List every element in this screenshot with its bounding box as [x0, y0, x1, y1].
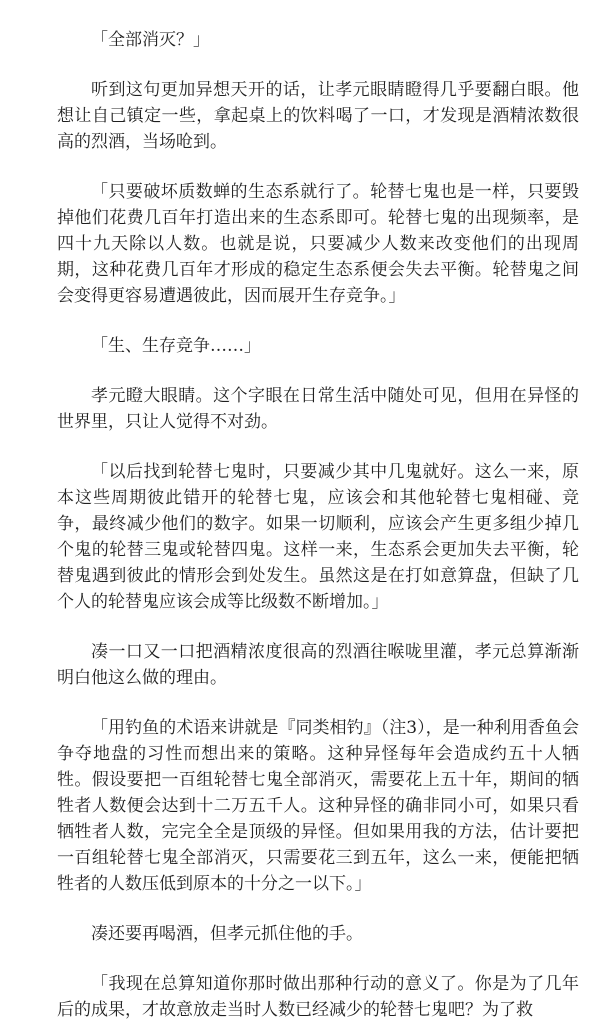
- paragraph: 「以后找到轮替七鬼时，只要减少其中几鬼就好。这么一来，原本这些周期彼此错开的轮替七鬼，应该会和其他轮替七鬼相碰、竞争，最终减少他们的数字。如果一切顺利，应该会产生更多组少掉几个鬼的轮替三鬼或轮替四鬼。这样一来，生态系会更加失去平衡，轮替鬼遇到彼此的情形会到处发生。虽然这是在打如意算盘，但缺了几个人的轮替鬼应该会成等比级数不断增加。」: [57, 462, 579, 612]
- document-page: [57, 27, 579, 1023]
- paragraph: 听到这句更加异想天开的话，让孝元眼睛瞪得几乎要翻白眼。他想让自己镇定一些，拿起桌上的饮料喝了一口，才发现是酒精浓数很高的烈酒，当场呛到。: [57, 80, 579, 152]
- paragraph: 「全部消灭？」: [91, 30, 210, 50]
- paragraph: 「用钓鱼的术语来讲就是『同类相钓』（注3），是一种利用香鱼会争夺地盘的习性而想出来的策略。这种异怪每年会造成约五十人牺牲。假设要把一百组轮替七鬼全部消灭，需要花上五十年，期间的牺牲者人数便会达到十二万五千人。这种异怪的确非同小可，如果只看牺牲者人数，完完全全是顶级的异怪。但如果用我的方法，估计要把一百组轮替七鬼全部消灭，只需要花三到五年，这么一来，便能把牺牲者的人数压低到原本的十分之一以下。」: [57, 718, 579, 894]
- paragraph: 「我现在总算知道你那时做出那种行动的意义了。你是为了几年后的成果，才故意放走当时人数已经减少的轮替七鬼吧？为了救: [57, 974, 579, 1020]
- paragraph: 「只要破坏质数蝉的生态系就行了。轮替七鬼也是一样，只要毁掉他们花费几百年打造出来的生态系即可。轮替七鬼的出现频率，是四十九天除以人数。也就是说，只要减少人数来改变他们的出现周期，这种花费几百年才形成的稳定生态系便会失去平衡。轮替鬼之间会变得更容易遭遇彼此，因而展开生存竞争。」: [57, 182, 579, 306]
- paragraph: 凑还要再喝酒，但孝元抓住他的手。: [91, 924, 363, 944]
- paragraph: 凑一口又一口把酒精浓度很高的烈酒往喉咙里灌，孝元总算渐渐明白他这么做的理由。: [57, 642, 579, 688]
- paragraph: 「生、生存竞争……」: [91, 336, 261, 356]
- paragraph: 孝元瞪大眼睛。这个字眼在日常生活中随处可见，但用在异怪的世界里，只让人觉得不对劲。: [57, 386, 579, 432]
